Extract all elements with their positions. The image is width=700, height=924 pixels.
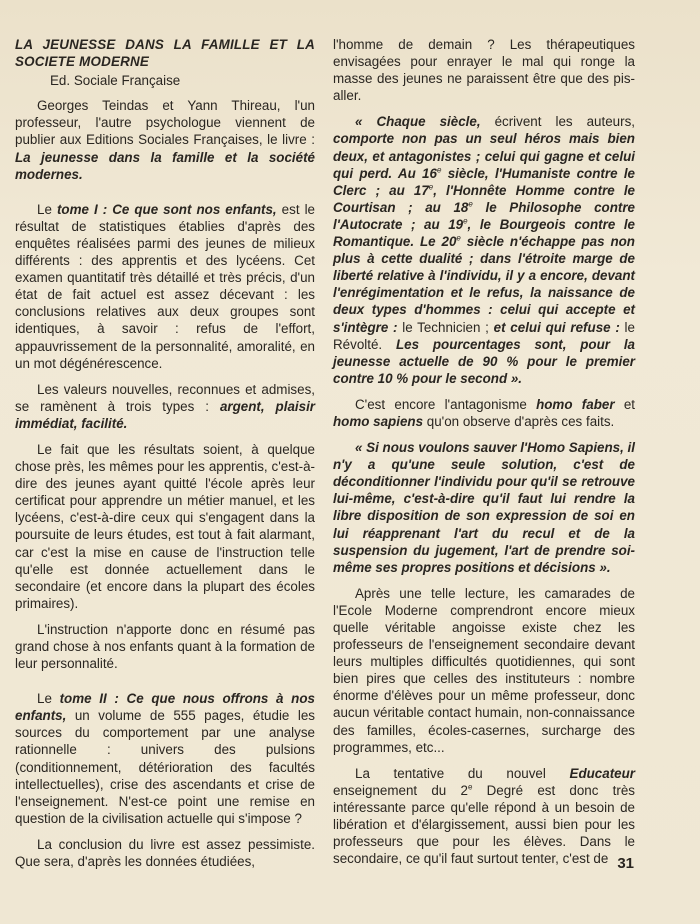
quote-centuries-b: écrivent les auteurs, — [480, 114, 635, 130]
results-paragraph: Le fait que les résultats soient, à quelque chose près, les mêmes pour les apprentis, c'est-à-dire des jeunes ayant quitté l'école après leur certificat pour apprendre un métier manuel, et les lycéens, c'est-à-dire ceux qui s'engagent dans la poursuite de leurs études, est tout à fait alarmant, car c'est la mise en cause de l'instruction telle qu'elle est donnée actuellement dans le secondaire (et encore dans la plupart des écoles primaires). — [15, 441, 315, 611]
educateur-a: La tentative du nouvel — [355, 765, 570, 781]
publisher: Ed. Sociale Française — [50, 73, 181, 89]
tome-one-text: est le résultat de statistiques établies d'après des enquêtes réalisées parmi des jeunes de milieux différents : des apprentis et des lycéens. Cet examen quantitatif très détaillé et très précis, d'un état de fait actuel est assez décevant : les conclusions relatives aux deux groupes sont identiques, à savoir : refus de l'effort, appauvrissement de la personnalité, amoralité, en un mot dégénérescence. — [15, 201, 315, 371]
educateur-c: enseignement du 2 — [333, 782, 468, 798]
conclusion-paragraph: La conclusion du livre est assez pessimiste. Que sera, d'après les données étudiées, — [15, 836, 315, 870]
instruction-paragraph: L'instruction n'apporte donc en résumé pas grand chose à nos enfants quant à la formation de leur personnalité. — [15, 621, 315, 672]
right-column — [333, 36, 635, 876]
antagonism-a: C'est encore l'antagonisme — [355, 396, 537, 412]
tome-one-lead: Le — [37, 201, 57, 217]
antagonism-paragraph — [333, 396, 635, 430]
values-types: argent, plaisir immédiat, facilité. — [15, 398, 316, 431]
quote-centuries-l: Les pourcentages sont, pour la jeunesse actuelle de 90 % pour le premier contre 10 % pour le second ». — [333, 336, 635, 386]
values-paragraph — [15, 381, 315, 432]
sup-17: e — [428, 182, 434, 192]
sup-18: e — [468, 199, 473, 209]
sup-20: e — [456, 233, 461, 243]
tome-one-paragraph — [15, 201, 315, 372]
tome-two-text: un volume de 555 pages, étudie les sources du comportement par une analyse rationnelle : univers des pulsions (conditionnement, détérioration des facultés intellectuelles), crise des ascendants et crise de l'enseignement. N'est-ce point une remise en question de la civilisation actuelle qui s'impose ? — [15, 708, 315, 826]
intro-text: Georges Teindas et Yann Thireau, l'un professeur, l'autre psychologue viennent de publier aux Editions Sociales Françaises, le livre : — [15, 98, 315, 148]
antagonism-c: et — [614, 396, 635, 412]
values-text: Les valeurs nouvelles, reconnues et admises, se ramènent à trois types : — [15, 381, 315, 414]
educateur-paragraph — [333, 765, 635, 868]
quote-centuries — [333, 113, 635, 387]
tome-one-heading: tome I : Ce que sont nos enfants, — [56, 201, 277, 217]
tome-two-lead: Le — [37, 691, 60, 707]
antagonism-e: qu'on observe d'après ces faits. — [423, 413, 615, 429]
quote-centuries-f: le Philosophe contre l'Autocrate ; au 19 — [333, 199, 636, 232]
article-title: LA JEUNESSE DANS LA FAMILLE ET LA SOCIETE MODERNE — [15, 37, 315, 70]
quote-centuries-j: et celui qui refuse : — [488, 319, 625, 335]
quote-centuries-d: siècle, l'Humaniste contre le Clerc ; au 17 — [333, 165, 635, 198]
intro-paragraph — [15, 97, 315, 182]
quote-centuries-g: , le Bourgeois contre le Romantique. Le 20 — [333, 216, 636, 250]
page-number: 31 — [617, 855, 634, 872]
tome-two-heading: tome II : Ce que nous offrons à nos enfants, — [15, 691, 315, 724]
quote-technicien: le Technicien ; — [402, 319, 489, 335]
tome-two-paragraph — [15, 690, 315, 827]
continuation-paragraph: l'homme de demain ? Les thérapeutiques envisagées pour enrayer le mal qui ronge la masse des jeunes ne paraissent être que des pis-aller. — [333, 37, 635, 104]
educateur-title: Educateur — [569, 765, 635, 781]
quote-centuries-e: , l'Honnête Homme contre le Courtisan ; au 18 — [333, 182, 635, 215]
quote-centuries-a: « Chaque siècle, — [355, 114, 481, 130]
sup-degre: e — [467, 782, 473, 792]
quote-centuries-c: comporte non pas un seul héros mais bien deux, et antagonistes ; celui qui gagne et celui qui perd. Au 16 — [333, 131, 635, 181]
quote-centuries-h: siècle n'échappe pas non plus à cette dualité ; dans l'étroite marge de liberté relative à l'individu, il y a encore, devant l'enrégimentation et le refus, la naissance de deux types d'hommes : celui qui accepte et s'intègre : — [333, 234, 635, 335]
homo-faber: homo faber — [536, 396, 615, 412]
homo-sapiens: homo sapiens — [333, 413, 424, 429]
sup-16: e — [436, 165, 442, 175]
left-column — [15, 36, 315, 879]
book-title: La jeunesse dans la famille et la société modernes. — [15, 149, 315, 182]
quote-homo-sapiens: « Si nous voulons sauver l'Homo Sapiens, il n'y a qu'une seule solution, c'est de déconditionner l'individu pour qu'il se retrouve lui-même, c'est-à-dire qu'il faut lui rendre la libre disposition de son expression de soi en lui réapprenant l'art du recul et de la suspension du jugement, l'art de prendre soi-même ses propres positions et décisions ». — [333, 440, 635, 575]
reading-paragraph: Après une telle lecture, les camarades de l'Ecole Moderne comprendront encore mieux quelle véritable angoisse existe chez les professeurs de l'enseignement secondaire devant leurs multiples difficultés quotidiennes, qui sont bien pires que celles des instituteurs : nombre énorme d'élèves pour un même professeur, donc aucun véritable contact humain, non-connaissance des familles, écoles-casernes, surcharge des programmes, etc... — [333, 585, 635, 755]
quote-revolte: le Révolté. — [333, 319, 635, 352]
sup-19: e — [463, 216, 468, 226]
educateur-d: Degré est donc très intéressante parce qu'elle répond à un besoin de libération et d'élargissement, aussi bien pour les professeurs que pour les élèves. Dans le secondaire, ce qu'il faut surtout tenter, c'est de — [333, 782, 636, 867]
